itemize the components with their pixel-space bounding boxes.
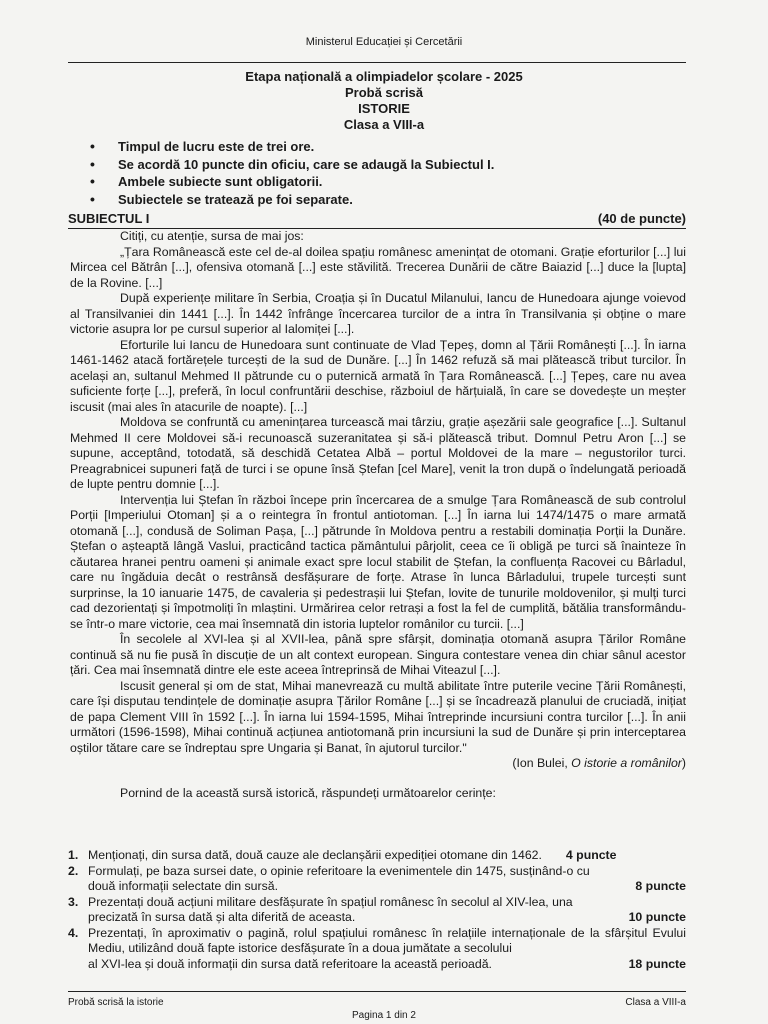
questions-intro: Pornind de la această sursă istorică, răspundeți următoarelor cerințe: [120,785,496,800]
source-paragraph: Moldova se confruntă cu amenințarea turcească mai târziu, grație așezării sale geografice [...]. Sultanul Mehmed II cere Moldovei să-i recunoască suzeranitatea și să-i plătească tribut. Domnul Petru Aron [...] se supune, acceptând, totodată, să deschidă Cetatea Albă – portul Moldovei de la mare – negustorilor turci. Preagrabnicei supuneri față de turci i se opune însă Ștefan [cel Mare], venit la tron după o îndelungată perioadă de lupte pentru domnie [...]. [70,415,686,491]
subject-points: (40 de puncte) [597,211,686,226]
citation-title: O istorie a românilor [571,756,682,770]
question-text: Formulați, pe baza sursei date, o opinie referitoare la evenimentele din 1475, susținând-o cu [88,863,590,878]
question-text-end: precizată în sursa dată și alta diferită de aceasta. [88,910,356,924]
footer-exam-name: Probă scrisă la istorie [68,997,164,1008]
header-divider [68,62,686,63]
question-number: 2. [68,863,79,878]
question-text: Prezentați, în aproximativ o pagină, rolul spațiului românesc în relațiile internaționale de la sfârșitul Evului Mediu, utilizând două fapte istorice desfășurate în a doua jumătate a secolului [88,925,686,955]
exam-subject: ISTORIE [358,101,410,116]
page-number: Pagina 1 din 2 [352,1010,416,1021]
question-item [68,864,686,895]
instructions-list [90,138,650,208]
source-lead: Citiți, cu atenție, sursa de mai jos: [120,229,304,243]
source-paragraph: După experiențe militare în Serbia, Croația și în Ducatul Milanului, Iancu de Hunedoara ajunge voievod al Transilvaniei din 1441 [...]. În 1442 înfrânge încercarea turcilor de a intra în Transilvania și obține o mare victorie asupra lor pe cursul superior al Ialomiței [...]. [70,291,686,336]
question-number: 3. [68,894,79,909]
question-number: 1. [68,848,79,862]
question-points: 18 puncte [628,956,686,971]
question-item [68,895,686,926]
source-paragraph: „Țara Românească este cel de-al doilea spațiu românesc amenințat de otomani. Grație eforturilor [...] lui Mircea cel Bătrân [...], ofensiva otomană [...] este stăvilită. Trecerea Dunării de către Baiazid [...] duce la [lupta] de la Rovine. [...] [70,244,686,290]
exam-stage-title: Etapa națională a olimpiadelor școlare - 2025 [245,69,523,84]
source-paragraph: Eforturile lui Iancu de Hunedoara sunt continuate de Vlad Țepeș, domn al Țării Românești [...]. În iarna 1461-1462 atacă fortărețele turcești de la sud de Dunăre. [...] În 1462 refuză să mai plătească tribut turcilor. În același an, sultanul Mehmed II pătrunde cu o puternică armată în Țara Românească. [...] Țepeș, care nu avea suficiente forțe [...], preferă, în locul confruntării deschise, războiul de hărțuială, în care se dovedește un meșter iscusit (mai ales în atacurile de noapte). [...] [70,337,686,414]
question-item [68,926,686,973]
instruction-item: • Ambele subiecte sunt obligatorii. [90,173,650,191]
footer-divider [68,991,686,992]
questions-list [68,848,686,972]
question-points: 4 puncte [565,848,617,862]
ministry-header: Ministerul Educației și Cercetării [305,36,463,48]
exam-type: Probă scrisă [344,85,424,100]
instruction-item: • Se acordă 10 puncte din oficiu, care se adaugă la Subiectul I. [90,156,650,174]
subject-heading [68,211,686,229]
question-text-end: două informații selectate din sursă. [88,879,279,893]
citation-end: ) [681,756,686,770]
subject-name: SUBIECTUL I [68,211,150,226]
source-citation [70,756,686,772]
question-points: 8 puncte [635,879,686,893]
question-number: 4. [68,925,79,940]
question-text: Prezentați două acțiuni militare desfășurate în spațiul românesc în secolul al XIV-lea, una [88,894,573,909]
question-text: Menționați, din sursa dată, două cauze ale declanșării expediției otomane din 1462. [88,848,542,862]
citation-author: (Ion Bulei, [512,756,572,770]
exam-grade: Clasa a VIII-a [343,117,425,132]
instruction-item: • Subiectele se tratează pe foi separate. [90,191,650,209]
instruction-item: • Timpul de lucru este de trei ore. [90,138,650,156]
title-block [0,69,768,133]
question-item [68,848,686,864]
question-text-end: al XVI-lea și două informații din sursa dată referitoare la această perioadă. [88,956,492,971]
source-paragraph: În secolele al XVI-lea și al XVII-lea, până spre sfârșit, dominația otomană asupra Țărilor Române continuă să nu fie pusă în discuție de un alt context european. Singura contestare venea din chiar sânul acestor țări. Cea mai însemnată dintre ele este aceea întreprinsă de Mihai Viteazul [...]. [70,632,686,677]
source-paragraph: Iscusit general și om de stat, Mihai manevrează cu multă abilitate între puterile vecine Țării Românești, care își disputau tendințele de dominație asupra Țărilor Române [...] și se încadrează planului de cruciadă, inițiat de papa Clement VIII în 1592 [...]. În iarna lui 1594-1595, Mihai întreprinde incursiuni contra turcilor [...]. În anii următori (1596-1598), Mihai continuă acțiunea antiotomană prin incursiuni la sud de Dunăre și prin interceptarea oștilor tătare care se îndreptau spre Ungaria și Banat, în ajutorul turcilor." [70,678,686,755]
source-text [70,229,686,801]
source-paragraph: Intervenția lui Ștefan în război începe prin încercarea de a smulge Țara Românească de sub controlul Porții [Imperiului Otoman] și a o reintegra în frontul antiotoman. [...] În iarna lui 1474/1475 o mare armată otomană [...], condusă de Soliman Pașa, [...] pătrunde în Moldova pentru a restabili dominația Porții la Dunăre. Ștefan o așteaptă lângă Vaslui, practicând tactica pământului pârjolit, ceea ce îi obligă pe turci să înainteze în căutarea hranei pentru oameni și animale exact spre locul stabilit de Ștefan, la confluența Racovei cu Bârladul, care nu îngăduia decât o restrânsă desfășurare de forțe. Atrase în lunca Bârladului, trupele turcești sunt surprinse, la 10 ianuarie 1475, de cavaleria și pedestrașii lui Ștefan, lovite de tunurile moldovenilor, și mulți turci cad dezorientați și împotmoliți în mlaștini. Urmărirea celor retrași a fost la fel de cumplită, bătălia transformându-se într-o mare victorie, cea mai însemnată din istoria luptelor românilor cu turcii. [...] [70,492,686,631]
footer-grade: Clasa a VIII-a [625,997,686,1008]
question-points: 10 puncte [628,910,686,924]
